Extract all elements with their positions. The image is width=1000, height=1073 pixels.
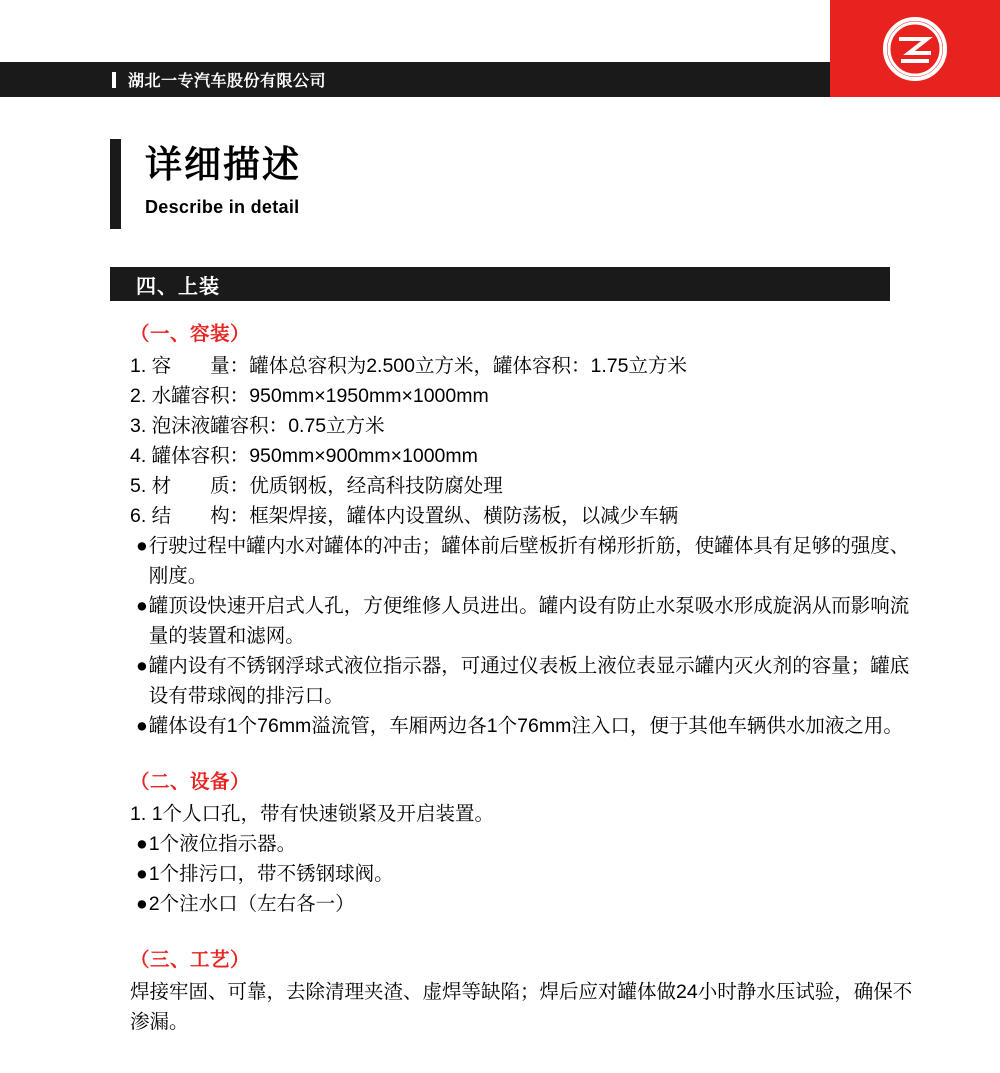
bullet-item-text: 罐顶设快速开启式人孔，方便维修人员进出。罐内设有防止水泵吸水形成旋涡从而影响流量的装置和滤网。 [148,595,910,647]
numbered-item-text: 框架焊接，罐体内设置纵、横防荡板，以减少车辆 [249,505,679,527]
company-logo-box [830,0,1000,97]
numbered-item [130,411,920,441]
content-group [130,319,920,741]
bullet-item [136,591,920,651]
bullet-item [136,651,920,711]
title-accent-bar [110,139,121,229]
bullet-item-text: 2个注水口（左右各一） [148,893,355,915]
group-paragraph: 焊接牢固、可靠，去除清理夹渣、虚焊等缺陷；焊后应对罐体做24小时静水压试验，确保不渗漏。 [130,981,913,1033]
page-subtitle: Describe in detail [145,197,300,218]
group-heading: （二、设备） [130,771,251,793]
numbered-item-text: 950mm×900mm×1000mm [249,445,478,467]
numbered-item-label: 1. 容 量： [130,355,250,377]
numbered-item [130,501,920,531]
numbered-item-label: 6. 结 构： [130,505,250,527]
numbered-item [130,471,920,501]
page-header [0,0,1000,97]
bullet-item [136,889,920,919]
bullet-item-text: 行驶过程中罐内水对罐体的冲击；罐体前后壁板折有梯形折筋，使罐体具有足够的强度、刚度。 [148,535,910,587]
numbered-item [130,441,920,471]
section-header-label: 四、上装 [136,275,220,298]
numbered-item-label: 4. 罐体容积： [130,445,250,467]
bullet-item-text: 1个排污口，带不锈钢球阀。 [148,863,394,885]
group-heading: （一、容装） [130,323,251,345]
content-group [130,945,920,1037]
numbered-item-text: 0.75立方米 [288,415,385,437]
bullet-dot-icon: ● [136,535,148,557]
page-body [0,139,1000,1037]
company-name-bar [0,62,830,97]
numbered-item-text: 950mm×1950mm×1000mm [249,385,489,407]
company-name: 湖北一专汽车股份有限公司 [128,73,327,90]
section-content [130,319,920,1037]
bullet-item [136,531,920,591]
bullet-item [136,859,920,889]
numbered-item-label: 5. 材 质： [130,475,250,497]
numbered-item [130,799,920,829]
numbered-item [130,381,920,411]
bullet-dot-icon: ● [136,715,148,737]
numbered-item-label: 1. [130,803,152,825]
content-group [130,767,920,919]
numbered-item-label: 3. 泡沫液罐容积： [130,415,289,437]
bullet-dot-icon: ● [136,893,148,915]
group-heading: （三、工艺） [130,949,251,971]
bullet-dot-icon: ● [136,595,148,617]
bullet-item [136,829,920,859]
bullet-item-text: 1个液位指示器。 [148,833,297,855]
bullet-item-text: 罐内设有不锈钢浮球式液位指示器，可通过仪表板上液位表显示罐内灭火剂的容量；罐底设有带球阀的排污口。 [148,655,910,707]
numbered-item [130,351,920,381]
numbered-item-text: 罐体总容积为2.500立方米，罐体容积：1.75立方米 [249,355,687,377]
bullet-dot-icon: ● [136,863,148,885]
page-title: 详细描述 [145,144,301,185]
numbered-item-text: 优质钢板，经高科技防腐处理 [249,475,503,497]
header-accent-mark [112,72,116,88]
page-title-block [110,139,1000,229]
title-texts [145,139,301,218]
numbered-item-label: 2. 水罐容积： [130,385,250,407]
numbered-item-text: 1个人口孔，带有快速锁紧及开启装置。 [151,803,495,825]
section-header [110,267,890,301]
bullet-dot-icon: ● [136,833,148,855]
bullet-item [136,711,920,741]
bullet-item-text: 罐体设有1个76mm溢流管，车厢两边各1个76mm注入口，便于其他车辆供水加液之用。 [148,715,903,737]
company-logo-icon [883,17,947,81]
bullet-dot-icon: ● [136,655,148,677]
